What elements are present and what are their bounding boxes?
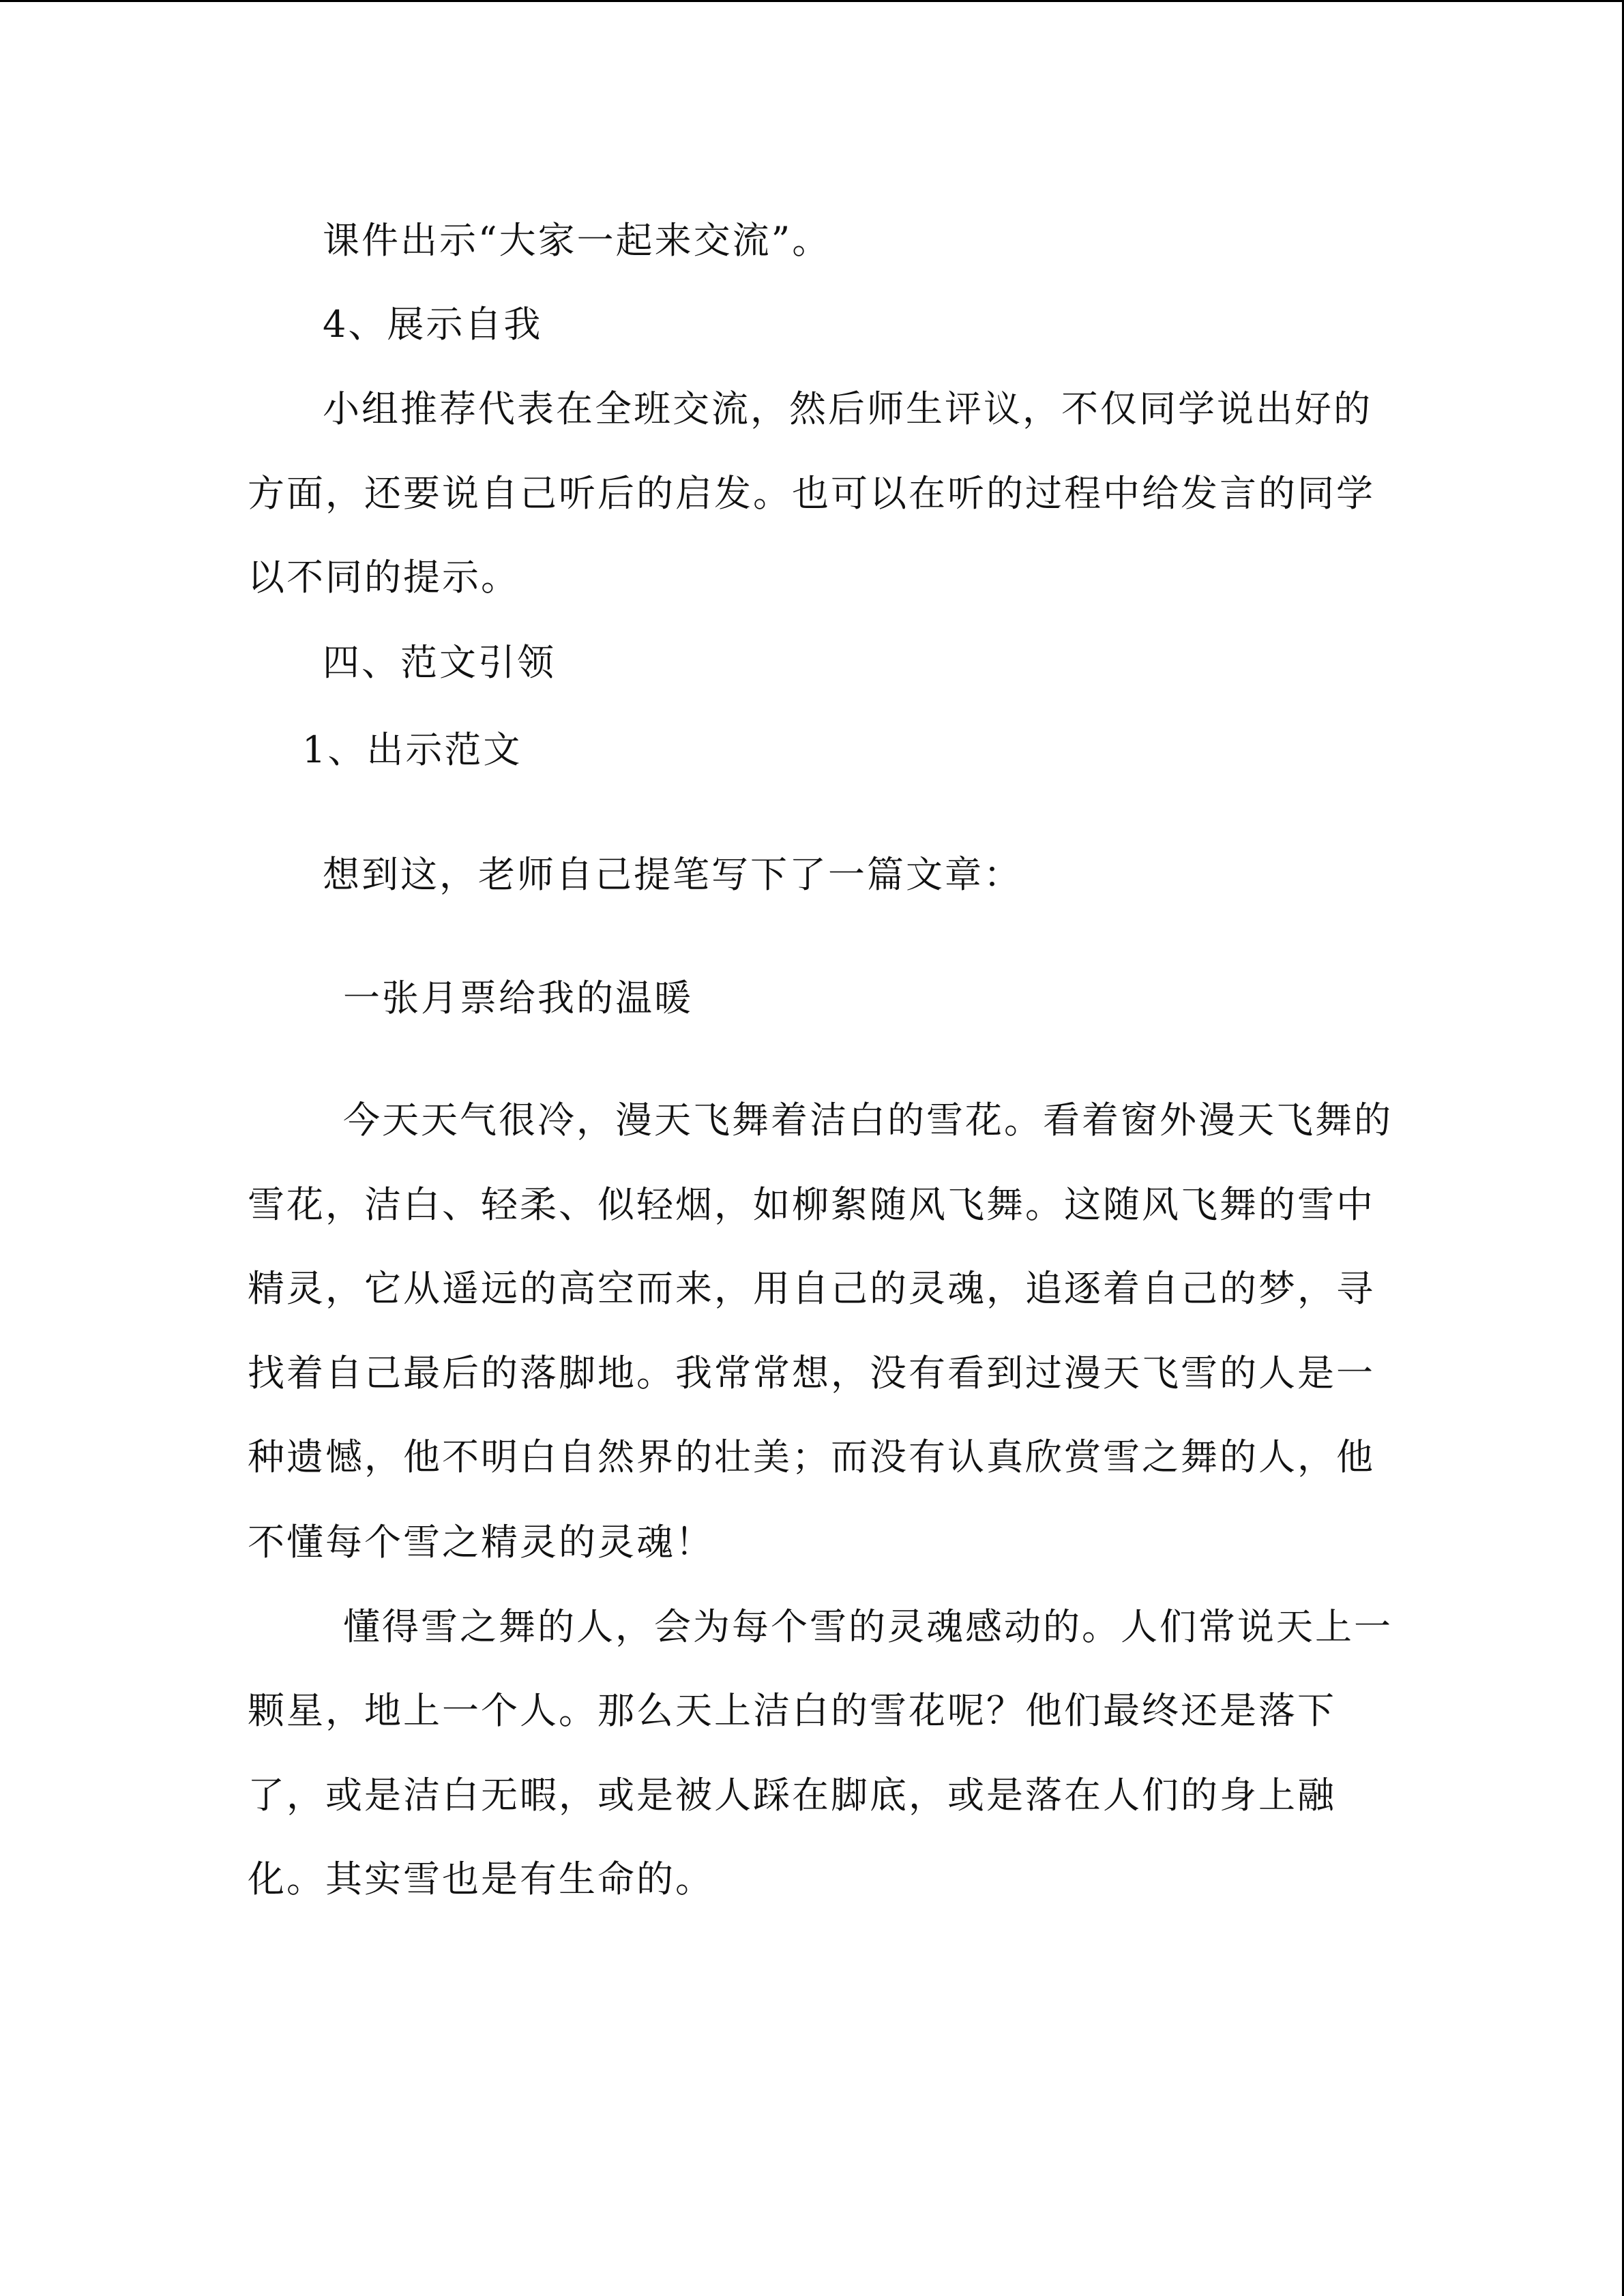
text-line: 不懂每个雪之精灵的灵魂！ <box>248 1521 714 1564</box>
text-line: 颗星，地上一个人。那么天上洁白的雪花呢？他们最终还是落下 <box>248 1689 1336 1732</box>
section-heading: 1、出示范文 <box>302 728 522 771</box>
section-heading: 4、展示自我 <box>323 303 543 346</box>
text-line: 课件出示“大家一起来交流”。 <box>323 219 831 262</box>
essay-title: 一张月票给我的温暖 <box>343 976 693 1019</box>
text-line: 今天天气很冷，漫天飞舞着洁白的雪花。看着窗外漫天飞舞的 <box>343 1099 1393 1142</box>
text-line: 了，或是洁白无暇，或是被人踩在脚底，或是落在人们的身上融 <box>248 1774 1336 1817</box>
text-line: 方面，还要说自己听后的启发。也可以在听的过程中给发言的同学 <box>248 472 1375 515</box>
text-line: 小组推荐代表在全班交流，然后师生评议，不仅同学说出好的 <box>323 387 1372 430</box>
text-line: 懂得雪之舞的人，会为每个雪的灵魂感动的。人们常说天上一 <box>343 1605 1393 1648</box>
text-line: 化。其实雪也是有生命的。 <box>248 1858 714 1900</box>
text-line: 找着自己最后的落脚地。我常常想，没有看到过漫天飞雪的人是一 <box>248 1352 1375 1395</box>
text-line: 以不同的提示。 <box>248 556 520 599</box>
text-line: 雪花，洁白、轻柔、似轻烟，如柳絮随风飞舞。这随风飞舞的雪中 <box>248 1183 1375 1226</box>
section-heading: 四、范文引领 <box>323 641 556 684</box>
page-border-top <box>0 0 1624 2</box>
text-line: 种遗憾，他不明白自然界的壮美；而没有认真欣赏雪之舞的人，他 <box>248 1435 1375 1478</box>
text-line: 想到这，老师自己提笔写下了一篇文章： <box>323 853 1022 896</box>
text-line: 精灵，它从遥远的高空而来，用自己的灵魂，追逐着自己的梦，寻 <box>248 1267 1375 1310</box>
